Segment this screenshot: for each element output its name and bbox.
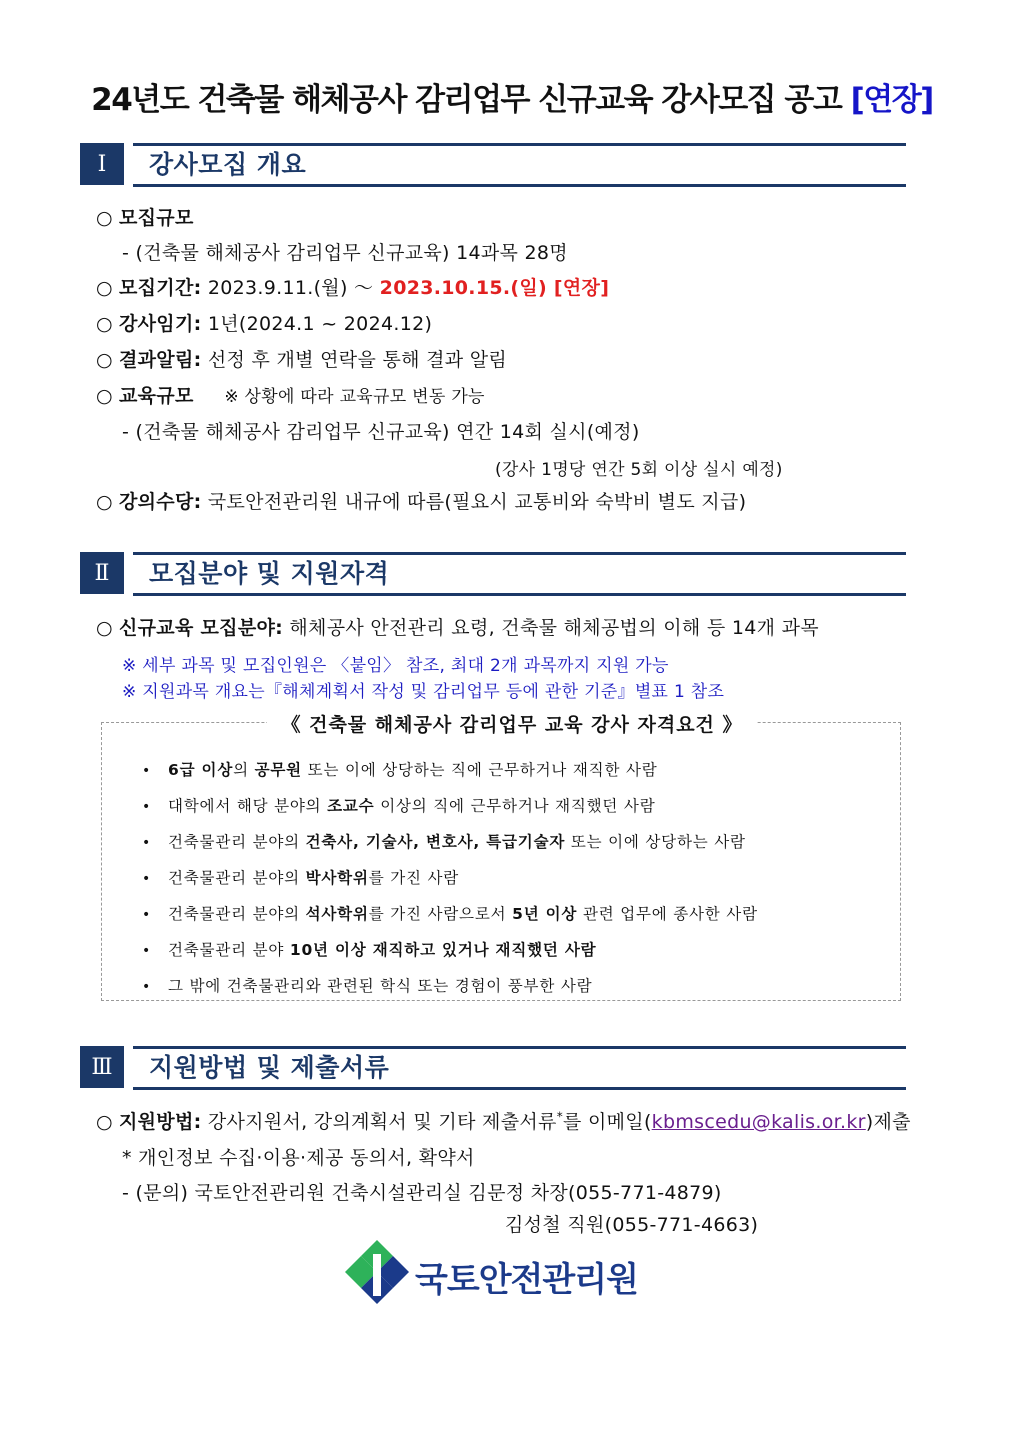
result-notice-value: 선정 후 개별 연락을 통해 결과 알림 xyxy=(207,349,508,371)
qualification-item: • 건축물관리 분야의 건축사, 기술사, 변호사, 특급기술자 또는 이에 상당하는 사람 xyxy=(142,833,746,851)
section-3-header xyxy=(80,1046,906,1088)
qualification-item: • 그 밖에 건축물관리와 관련된 학식 또는 경험이 풍부한 사람 xyxy=(142,977,593,995)
lecturer-term-label: 강사임기: xyxy=(119,313,202,335)
bullet-icon: • xyxy=(142,835,152,851)
result-notice-label: 결과알림: xyxy=(119,349,202,371)
section-3-title: 지원방법 및 제출서류 xyxy=(133,1046,906,1090)
section-3-number: Ⅲ xyxy=(80,1046,124,1088)
result-notice-row xyxy=(96,345,507,372)
section-2-header xyxy=(80,552,906,594)
circle-bullet-icon: ○ xyxy=(96,277,113,299)
kalis-logo-icon xyxy=(343,1238,411,1306)
circle-bullet-icon: ○ xyxy=(96,1111,113,1133)
recruit-period-row xyxy=(96,273,609,300)
contact-row-2: 김성철 직원(055-771-4663) xyxy=(505,1214,759,1236)
bullet-icon: • xyxy=(142,763,152,779)
section-1-header xyxy=(80,143,906,185)
apply-method-row: ○ 지원방법: 강사지원서, 강의계획서 및 기타 제출서류*를 이메일(kbmscedu@kalis.or.kr)제출 xyxy=(96,1109,911,1133)
bullet-icon: • xyxy=(142,979,152,995)
circle-bullet-icon: ○ xyxy=(96,491,113,513)
email-link[interactable]: kbmscedu@kalis.or.kr xyxy=(651,1111,866,1133)
lecture-fee-row xyxy=(96,487,746,514)
logo-text: 국토안전관리원 xyxy=(415,1260,638,1300)
circle-bullet-icon: ○ xyxy=(96,207,113,229)
education-scale-row xyxy=(96,381,485,408)
recruit-period-start: 2023.9.11.(월) ～ xyxy=(207,277,374,299)
recruit-scale-row xyxy=(96,203,194,230)
contact-row-1 xyxy=(122,1178,722,1205)
education-scale-sub: (강사 1명당 연간 5회 이상 실시 예정) xyxy=(495,460,783,480)
contact-label: - (문의) xyxy=(122,1182,189,1204)
required-documents: * 개인정보 수집·이용·제공 동의서, 확약서 xyxy=(122,1147,475,1169)
qualification-item: • 건축물관리 분야 10년 이상 재직하고 있거나 재직했던 사람 xyxy=(142,941,597,959)
bullet-icon: • xyxy=(142,871,152,887)
section-2-number: Ⅱ xyxy=(80,552,124,594)
recruit-period-label: 모집기간: xyxy=(119,277,202,299)
bullet-icon: • xyxy=(142,907,152,923)
qualification-title: 《 건축물 해체공사 감리업무 교육 강사 자격요건 》 xyxy=(0,710,1024,737)
recruit-field-label: 신규교육 모집분야: xyxy=(119,617,284,639)
lecturer-term-value: 1년(2024.1 ~ 2024.12) xyxy=(207,313,433,335)
lecture-fee-label: 강의수당: xyxy=(119,491,202,513)
bullet-icon: • xyxy=(142,799,152,815)
kalis-logo xyxy=(343,1238,653,1310)
recruit-field-row xyxy=(96,613,819,640)
section-1-number: Ⅰ xyxy=(80,143,124,185)
recruit-field-value: 해체공사 안전관리 요령, 건축물 해체공법의 이해 등 14개 과목 xyxy=(289,617,819,639)
bullet-icon: • xyxy=(142,943,152,959)
apply-method-label: 지원방법: xyxy=(119,1111,202,1133)
lecture-fee-value: 국토안전관리원 내규에 따름(필요시 교통비와 숙박비 별도 지급) xyxy=(207,491,747,513)
education-scale-label: 교육규모 xyxy=(119,385,194,407)
field-note-1: ※ 세부 과목 및 모집인원은 〈붙임〉 참조, 최대 2개 과목까지 지원 가능 xyxy=(122,656,669,676)
page-title-main: 24년도 건축물 해체공사 감리업무 신규교육 강사모집 공고 xyxy=(91,82,842,118)
recruit-scale-detail: - (건축물 해체공사 감리업무 신규교육) 14과목 28명 xyxy=(122,242,568,264)
lecturer-term-row xyxy=(96,309,432,336)
qualification-item: • 건축물관리 분야의 석사학위를 가진 사람으로서 5년 이상 관련 업무에 종사한 사람 xyxy=(142,905,758,923)
extension-tag: [연장] xyxy=(850,82,933,118)
qualification-item: • 건축물관리 분야의 박사학위를 가진 사람 xyxy=(142,869,460,887)
circle-bullet-icon: ○ xyxy=(96,349,113,371)
recruit-scale-label: 모집규모 xyxy=(119,207,194,229)
section-2-title: 모집분야 및 지원자격 xyxy=(133,552,906,596)
section-1-title: 강사모집 개요 xyxy=(133,143,906,187)
field-note-2: ※ 지원과목 개요는『해체계획서 작성 및 감리업무 등에 관한 기준』별표 1 참조 xyxy=(122,682,725,702)
page-title xyxy=(0,74,1024,119)
circle-bullet-icon: ○ xyxy=(96,385,113,407)
qualification-item: • 6급 이상의 공무원 또는 이에 상당하는 직에 근무하거나 재직한 사람 xyxy=(142,761,658,779)
qualification-item: • 대학에서 해당 분야의 조교수 이상의 직에 근무하거나 재직했던 사람 xyxy=(142,797,656,815)
circle-bullet-icon: ○ xyxy=(96,617,113,639)
education-scale-note: ※ 상황에 따라 교육규모 변동 가능 xyxy=(224,387,485,407)
circle-bullet-icon: ○ xyxy=(96,313,113,335)
contact-1: 국토안전관리원 건축시설관리실 김문정 차장(055-771-4879) xyxy=(194,1182,722,1204)
education-scale-detail: - (건축물 해체공사 감리업무 신규교육) 연간 14회 실시(예정) xyxy=(122,421,640,443)
recruit-period-end: 2023.10.15.(일) [연장] xyxy=(379,277,610,299)
